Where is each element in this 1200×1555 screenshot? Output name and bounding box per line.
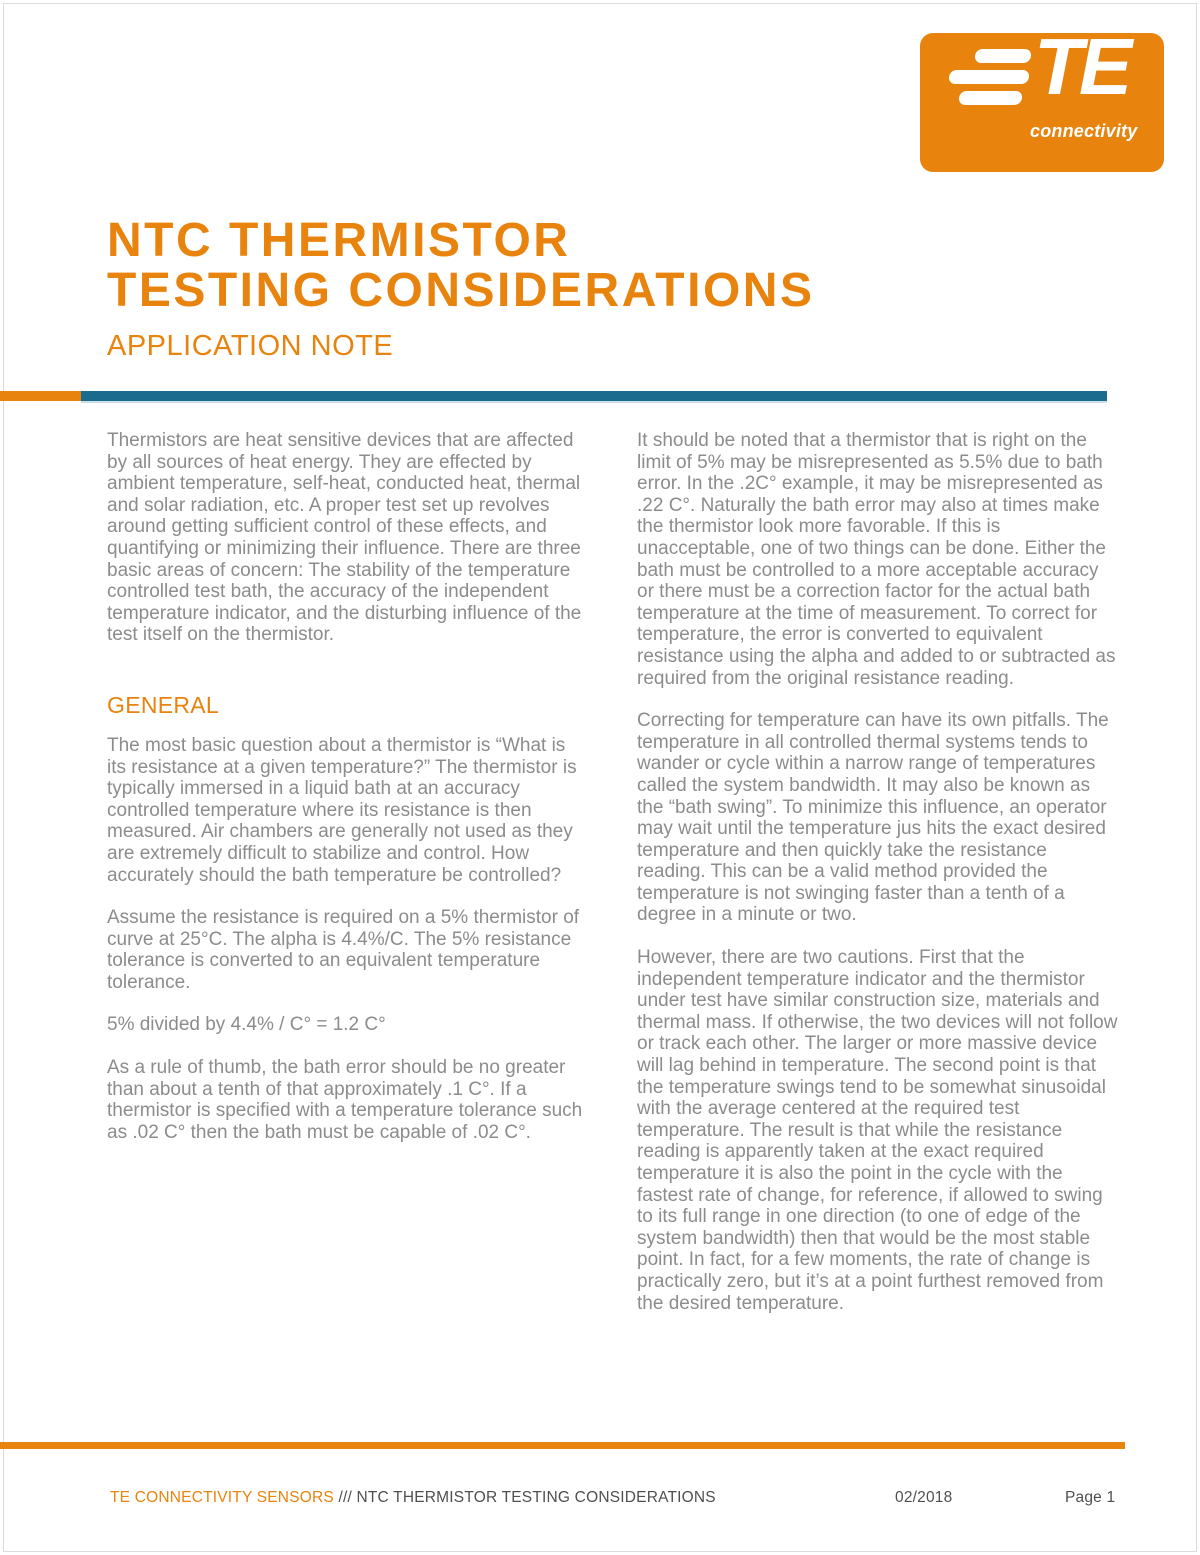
right-column — [637, 430, 1118, 1335]
te-connectivity-logo — [920, 22, 1164, 172]
right-paragraph-2: Correcting for temperature can have its own pitfalls. The temperature in all controlled thermal systems tends to wander or cycle within a narrow range of temperatures called the system bandwidth. It may also be known as the “bath swing”. To minimize this influence, an operator may wait until the temperature jus hits the exact desired temperature and then quickly take the resistance reading. This can be a valid method provided the temperature is not swinging faster than a tenth of a degree in a minute or two. — [637, 710, 1109, 926]
page-subtitle: APPLICATION NOTE — [107, 330, 394, 362]
general-paragraph-2: Assume the resistance is required on a 5% thermistor of curve at 25°C. The alpha is 4.4%/C. The 5% resistance tolerance is converted to an equivalent temperature tolerance. — [107, 907, 580, 993]
te-logo-brand-text: TE — [1034, 22, 1129, 111]
page-title-line-2: TESTING CONSIDERATIONS — [107, 264, 815, 317]
divider-teal-segment — [81, 391, 1107, 401]
right-paragraph-1: It should be noted that a thermistor that is right on the limit of 5% may be misrepresented as 5.5% due to bath error. In the .2C° example, it may be misrepresented as .22 C°. Naturally the bath error may also at times make the thermistor look more favorable. If this is unacceptable, one of two things can be done. Either the bath must be controlled to a more acceptable accuracy or there must be a correction factor for the actual bath temperature at the time of measurement. To correct for temperature, the error is converted to equivalent resistance using the alpha and added to or subtracted as required from the original resistance reading. — [637, 430, 1116, 689]
footer-page-number: Page 1 — [1065, 1489, 1116, 1506]
formula-text: 5% divided by 4.4% / C° = 1.2 C° — [107, 1014, 386, 1036]
page-title-line-1: NTC THERMISTOR — [107, 214, 571, 267]
left-column — [107, 430, 588, 1335]
section-heading-general: GENERAL — [107, 691, 220, 718]
body-content — [107, 430, 1118, 1335]
footer — [110, 1489, 1115, 1509]
te-logo-tagline: connectivity — [1030, 121, 1138, 141]
footer-rule — [0, 1442, 1125, 1449]
footer-separator: /// — [338, 1489, 352, 1506]
intro-paragraph: Thermistors are heat sensitive devices that are affected by all sources of heat energy. They are effected by ambient temperature, self-heat, conducted heat, thermal and solar radiation, etc. A proper test set up revolves around getting sufficient control of these effects, and quantifying or minimizing their influence. There are three basic areas of concern: The stability of the temperature controlled test bath, the accuracy of the independent temperature indicator, and the disturbing influence of the test itself on the thermistor. — [107, 430, 582, 646]
page-title — [107, 216, 814, 316]
footer-doc-title: NTC THERMISTOR TESTING CONSIDERATIONS — [356, 1489, 716, 1506]
footer-date: 02/2018 — [895, 1489, 953, 1506]
te-logo-stripe-icon — [974, 49, 1031, 63]
te-logo-stripe-icon — [958, 91, 1022, 105]
te-logo-stripe-icon — [948, 70, 1029, 84]
right-paragraph-3: However, there are two cautions. First that the independent temperature indicator and the thermistor under test have similar construction size, materials and thermal mass. If otherwise, the two devices will not follow or track each other. The larger or more massive device will lag behind in temperature. The second point is that the temperature swings tend to be somewhat sinusoidal with the average centered at the required test temperature. The result is that while the resistance reading is apparently taken at the exact required temperature it is also the point in the cycle with the fastest rate of change, for reference, if allowed to swing to its full range in one direction (to one of edge of the system bandwidth) then that would be the most stable point. In fact, for a few moments, the rate of change is practically zero, but it’s at a point furthest removed from the desired temperature. — [637, 947, 1118, 1314]
divider-orange-segment — [0, 391, 81, 401]
general-paragraph-3: As a rule of thumb, the bath error should be no greater than about a tenth of that approximately .1 C°. If a thermistor is specified with a temperature tolerance such as .02 C° then the bath must be capable of .02 C°. — [107, 1057, 583, 1143]
general-paragraph-1: The most basic question about a thermistor is “What is its resistance at a given temperature?” The thermistor is typically immersed in a liquid bath at an accuracy controlled temperature where its resistance is then measured. Air chambers are generally not used as they are extremely difficult to stabilize and control. How accurately should the bath temperature be controlled? — [107, 734, 577, 886]
header-divider — [0, 391, 1107, 401]
footer-brand: TE CONNECTIVITY SENSORS — [110, 1489, 334, 1506]
